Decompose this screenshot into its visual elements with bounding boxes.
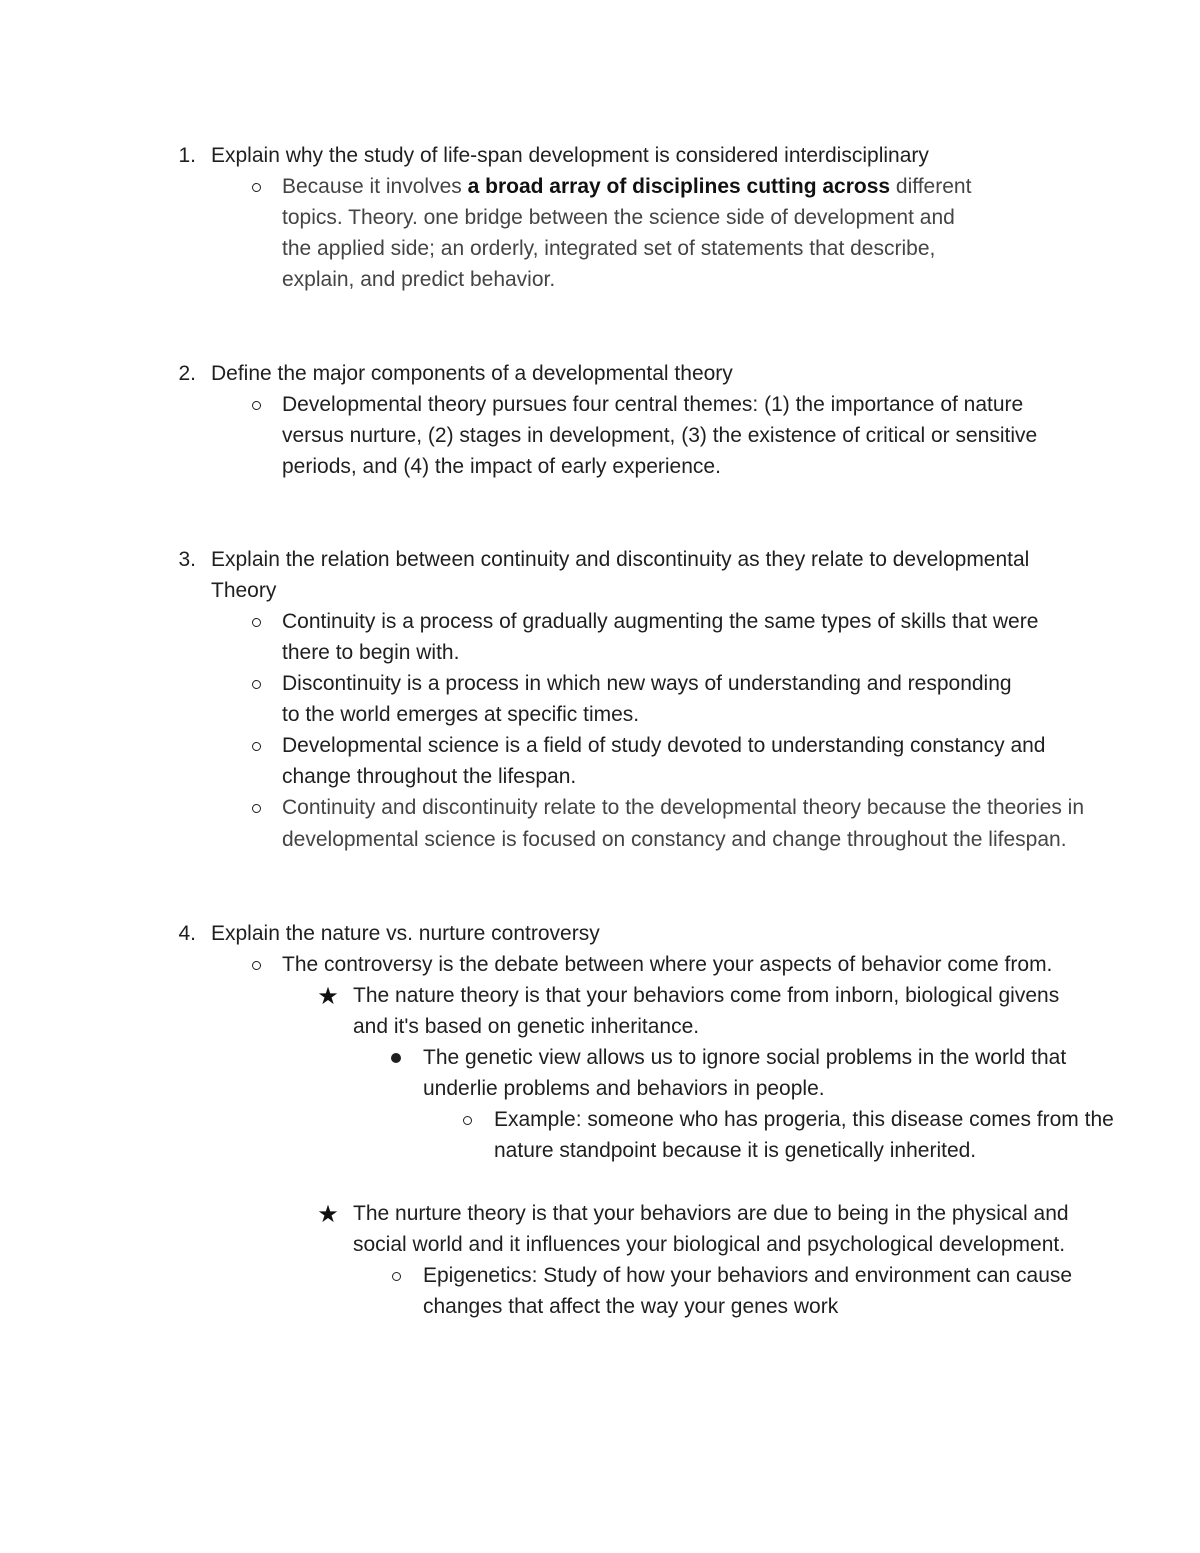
item-3-number: 3.: [178, 548, 196, 571]
item-1-answer-line-3: the applied side; an orderly, integrated set of statements that describe,: [282, 237, 936, 260]
item-2-answer-line-2: versus nurture, (2) stages in development, (3) the existence of critical or sensitive: [282, 424, 1038, 447]
hollow-bullet-icon: [244, 953, 268, 977]
hollow-bullet-icon: [244, 175, 268, 199]
item-3-answer-2-line-1: Discontinuity is a process in which new ways of understanding and responding: [282, 672, 1012, 695]
item-4-genetic-view-line-1: The genetic view allows us to ignore social problems in the world that: [423, 1046, 1067, 1069]
hollow-bullet-icon: [244, 734, 268, 758]
item-4-genetic-view-line-2: underlie problems and behaviors in people.: [423, 1077, 825, 1100]
item-4-question: Explain the nature vs. nurture controversy: [211, 922, 600, 945]
hollow-bullet-icon: [244, 610, 268, 634]
item-4-nurture-line-2: social world and it influences your biological and psychological development.: [353, 1233, 1066, 1256]
item-1-answer-line-1: [282, 175, 971, 199]
item-4-number: 4.: [178, 922, 196, 945]
item-3-answer-1-line-2: there to begin with.: [282, 641, 460, 664]
star-bullet-icon: ★: [317, 1200, 339, 1228]
item-4-epigenetics-line-2: changes that affect the way your genes work: [423, 1295, 839, 1318]
item-4-nurture-line-1: The nurture theory is that your behaviors are due to being in the physical and: [353, 1202, 1069, 1225]
hollow-bullet-icon: [384, 1264, 408, 1288]
item-4-nature-line-2: and it's based on genetic inheritance.: [353, 1015, 700, 1038]
item-2-answer-line-3: periods, and (4) the impact of early experience.: [282, 455, 721, 478]
item-2-question: Define the major components of a developmental theory: [211, 362, 733, 385]
item-1-answer-bold: a broad array of disciplines cutting across: [467, 175, 891, 198]
hollow-bullet-icon: [244, 672, 268, 696]
item-4-example-line-2: nature standpoint because it is genetically inherited.: [494, 1139, 977, 1162]
hollow-bullet-icon: [244, 796, 268, 820]
item-3-answer-1-line-1: Continuity is a process of gradually augmenting the same types of skills that were: [282, 610, 1039, 633]
item-2-number: 2.: [178, 362, 196, 385]
item-1-answer-line-2: topics. Theory. one bridge between the science side of development and: [282, 206, 955, 229]
item-1-question: Explain why the study of life-span development is considered interdisciplinary: [211, 144, 929, 167]
hollow-bullet-icon: [244, 393, 268, 417]
item-1-number: 1.: [178, 144, 196, 167]
item-4-example-line-1: Example: someone who has progeria, this disease comes from the: [494, 1108, 1114, 1131]
item-3-answer-4-line-2: developmental science is focused on constancy and change throughout the lifespan.: [282, 828, 1067, 851]
item-3-answer-2-line-2: to the world emerges at specific times.: [282, 703, 640, 726]
hollow-bullet-icon: [455, 1108, 479, 1132]
item-4-nature-line-1: The nature theory is that your behaviors come from inborn, biological givens: [353, 984, 1060, 1007]
item-1-answer-pre: Because it involves: [282, 175, 468, 198]
star-bullet-icon: ★: [317, 982, 339, 1010]
item-1-answer-line-4: explain, and predict behavior.: [282, 268, 556, 291]
item-4-answer: The controversy is the debate between where your aspects of behavior come from.: [282, 953, 1053, 976]
item-3-answer-3-line-2: change throughout the lifespan.: [282, 765, 577, 788]
filled-bullet-icon: [384, 1046, 408, 1070]
item-2-answer-line-1: Developmental theory pursues four central themes: (1) the importance of nature: [282, 393, 1024, 416]
item-3-answer-4-line-1: Continuity and discontinuity relate to the developmental theory because the theories in: [282, 796, 1084, 819]
item-3-answer-3-line-1: Developmental science is a field of study devoted to understanding constancy and: [282, 734, 1046, 757]
item-3-question-line-2: Theory: [211, 579, 277, 602]
item-3-question-line-1: Explain the relation between continuity and discontinuity as they relate to developmental: [211, 548, 1030, 571]
item-4-epigenetics-line-1: Epigenetics: Study of how your behaviors and environment can cause: [423, 1264, 1073, 1287]
item-1-answer-post: different: [890, 175, 972, 198]
